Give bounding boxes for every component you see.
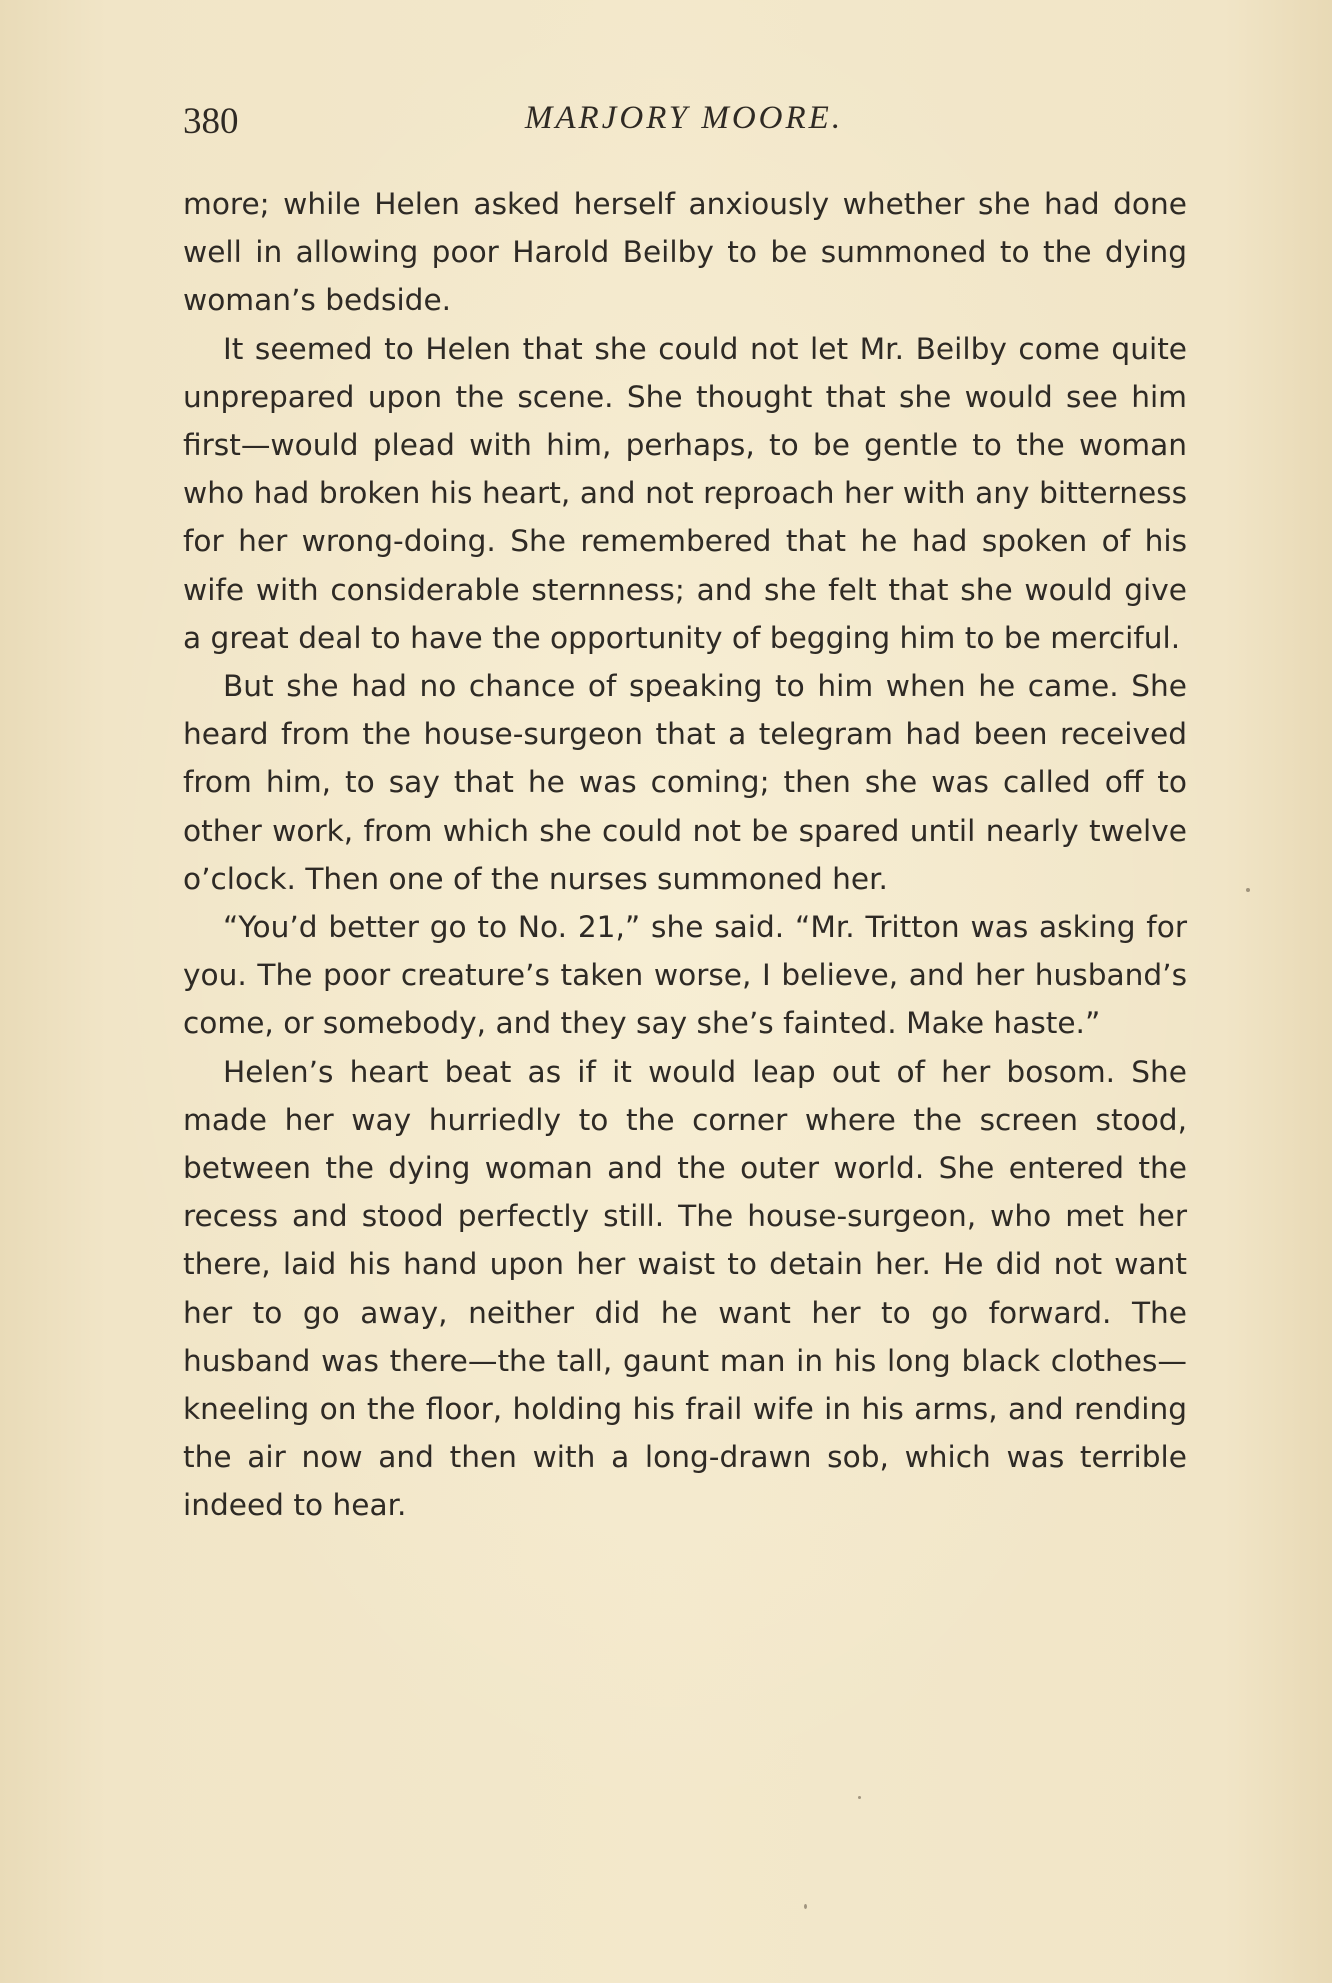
paper-speck (858, 1796, 861, 1799)
running-head: MARJORY MOORE. (524, 100, 844, 136)
paragraph-1: more; while Helen asked herself anxiously whether she had done well in allowing poor Harold Beilby to be summoned to the dying woman’s bedside. (183, 187, 1187, 318)
page-header (183, 100, 1185, 150)
paragraph-3: But she had no chance of speaking to him when he came. She heard from the house-surgeon that a telegram had been received from him, to say that he was coming; then she was called off to other work, from which she could not be spared until nearly twelve o’clock. Then one of the nurses summoned her. (183, 669, 1187, 896)
paragraph-4: “You’d better go to No. 21,” she said. “Mr. Tritton was asking for you. The poor creature’s taken worse, I believe, and her husband’s come, or somebody, and they say she’s fainted. Make haste.” (183, 910, 1187, 1041)
body-text (183, 180, 1187, 1530)
page-number: 380 (183, 101, 239, 142)
paper-speck (804, 1904, 807, 1909)
paragraph-2: It seemed to Helen that she could not let Mr. Beilby come quite unprepared upon the scene. She thought that she would see him first—would plead with him, perhaps, to be gentle to the woman who had broken his heart, and not reproach her with any bitterness for her wrong-doing. She remembered that he had spoken of his wife with considerable sternness; and she felt that she would give a great deal to have the opportunity of begging him to be merciful. (183, 331, 1187, 655)
paper-speck (1246, 888, 1250, 892)
paragraph-5: Helen’s heart beat as if it would leap out of her bosom. She made her way hurriedly to the corner where the screen stood, between the dying woman and the outer world. She entered the recess and stood perfectly still. The house-surgeon, who met her there, laid his hand upon her waist to detain her. He did not want her to go away, neither did he want her to go forward. The husband was there—the tall, gaunt man in his long black clothes—kneeling on the floor, holding his frail wife in his arms, and rending the air now and then with a long-drawn sob, which was terrible indeed to hear. (183, 1054, 1187, 1523)
